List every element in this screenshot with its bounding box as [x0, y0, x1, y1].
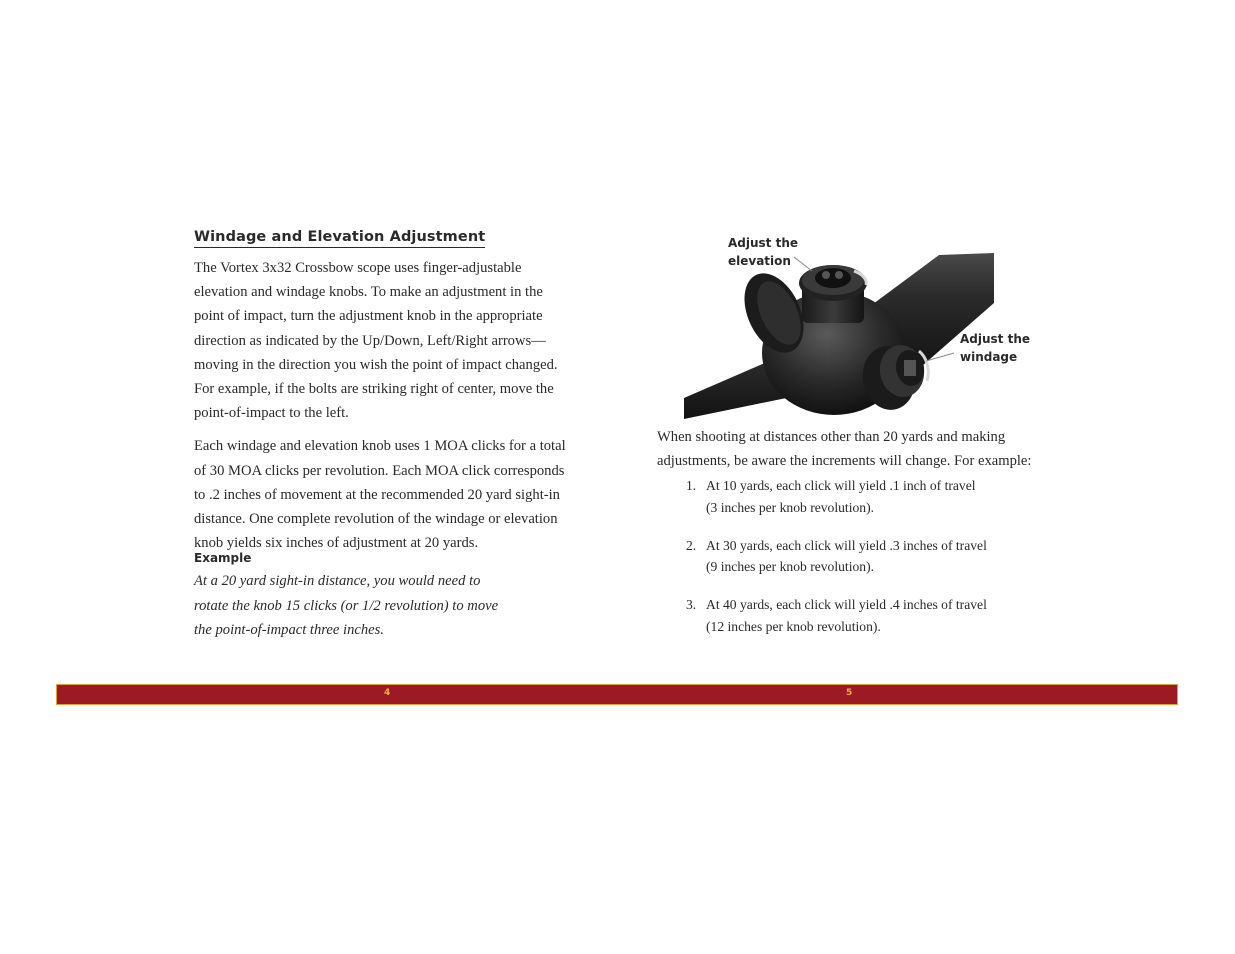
- moa-paragraph: [194, 434, 584, 555]
- text-line: (12 inches per knob revolution).: [706, 618, 881, 634]
- text-line: the point-of-impact three inches.: [194, 621, 384, 638]
- list-item: [686, 535, 1046, 578]
- text-line: of 30 MOA clicks per revolution. Each MOA click corresponds: [194, 462, 565, 479]
- callout-line: Adjust the: [960, 332, 1031, 346]
- text-line: The Vortex 3x32 Crossbow scope uses finger-adjustable: [194, 260, 522, 276]
- text-line: elevation and windage knobs. To make an adjustment in the: [194, 284, 543, 301]
- scope-turret-photo-icon: [684, 253, 994, 419]
- text-line: At 10 yards, each click will yield .1 inch of travel: [706, 478, 976, 493]
- text-line: knob yields six inches of adjustment at 20 yards.: [194, 535, 479, 552]
- text-line: Each windage and elevation knob uses 1 MOA clicks for a total: [194, 438, 566, 455]
- list-item-number: 1.: [686, 478, 697, 493]
- list-item-number: 3.: [686, 597, 697, 613]
- text-line: At a 20 yard sight-in distance, you would need to: [194, 573, 481, 590]
- text-line: direction as indicated by the Up/Down, Left/Right arrows—: [194, 332, 546, 349]
- text-line: to .2 inches of movement at the recommended 20 yard sight-in: [194, 486, 560, 503]
- text-line: At 40 yards, each click will yield .4 inches of travel: [706, 597, 987, 613]
- intro-paragraph: [194, 256, 574, 425]
- text-line: point of impact, turn the adjustment knob in the appropriate: [194, 308, 543, 325]
- text-line: (3 inches per knob revolution).: [706, 499, 874, 515]
- text-line: distance. One complete revolution of the windage or elevation: [194, 511, 558, 528]
- section-heading: Windage and Elevation Adjustment: [194, 229, 485, 248]
- footer-bar: [56, 684, 1178, 705]
- example-label: Example: [194, 551, 252, 566]
- callout-line: elevation: [728, 254, 791, 268]
- text-line: (9 inches per knob revolution).: [706, 559, 874, 575]
- page-number-left: 4: [384, 688, 391, 698]
- distance-examples-list: [686, 475, 1046, 654]
- text-line: point-of-impact to the left.: [194, 405, 349, 422]
- callout-line: Adjust the: [728, 236, 799, 250]
- text-line: When shooting at distances other than 20 yards and making: [657, 429, 1006, 445]
- callout-windage: [960, 330, 1050, 366]
- list-item: [686, 594, 1046, 637]
- text-line: rotate the knob 15 clicks (or 1/2 revolution) to move: [194, 597, 499, 614]
- example-text: [194, 569, 534, 642]
- page-number-right: 5: [846, 688, 853, 698]
- text-line: moving in the direction you wish the point of impact changed.: [194, 356, 558, 373]
- text-line: For example, if the bolts are striking right of center, move the: [194, 381, 554, 398]
- text-line: At 30 yards, each click will yield .3 inches of travel: [706, 537, 987, 553]
- list-item: [686, 475, 1046, 518]
- callout-line: windage: [960, 350, 1018, 364]
- list-item-number: 2.: [686, 537, 697, 553]
- left-page: [194, 228, 584, 642]
- text-line: adjustments, be aware the increments will change. For example:: [657, 453, 1032, 470]
- distance-intro-paragraph: [657, 425, 1057, 473]
